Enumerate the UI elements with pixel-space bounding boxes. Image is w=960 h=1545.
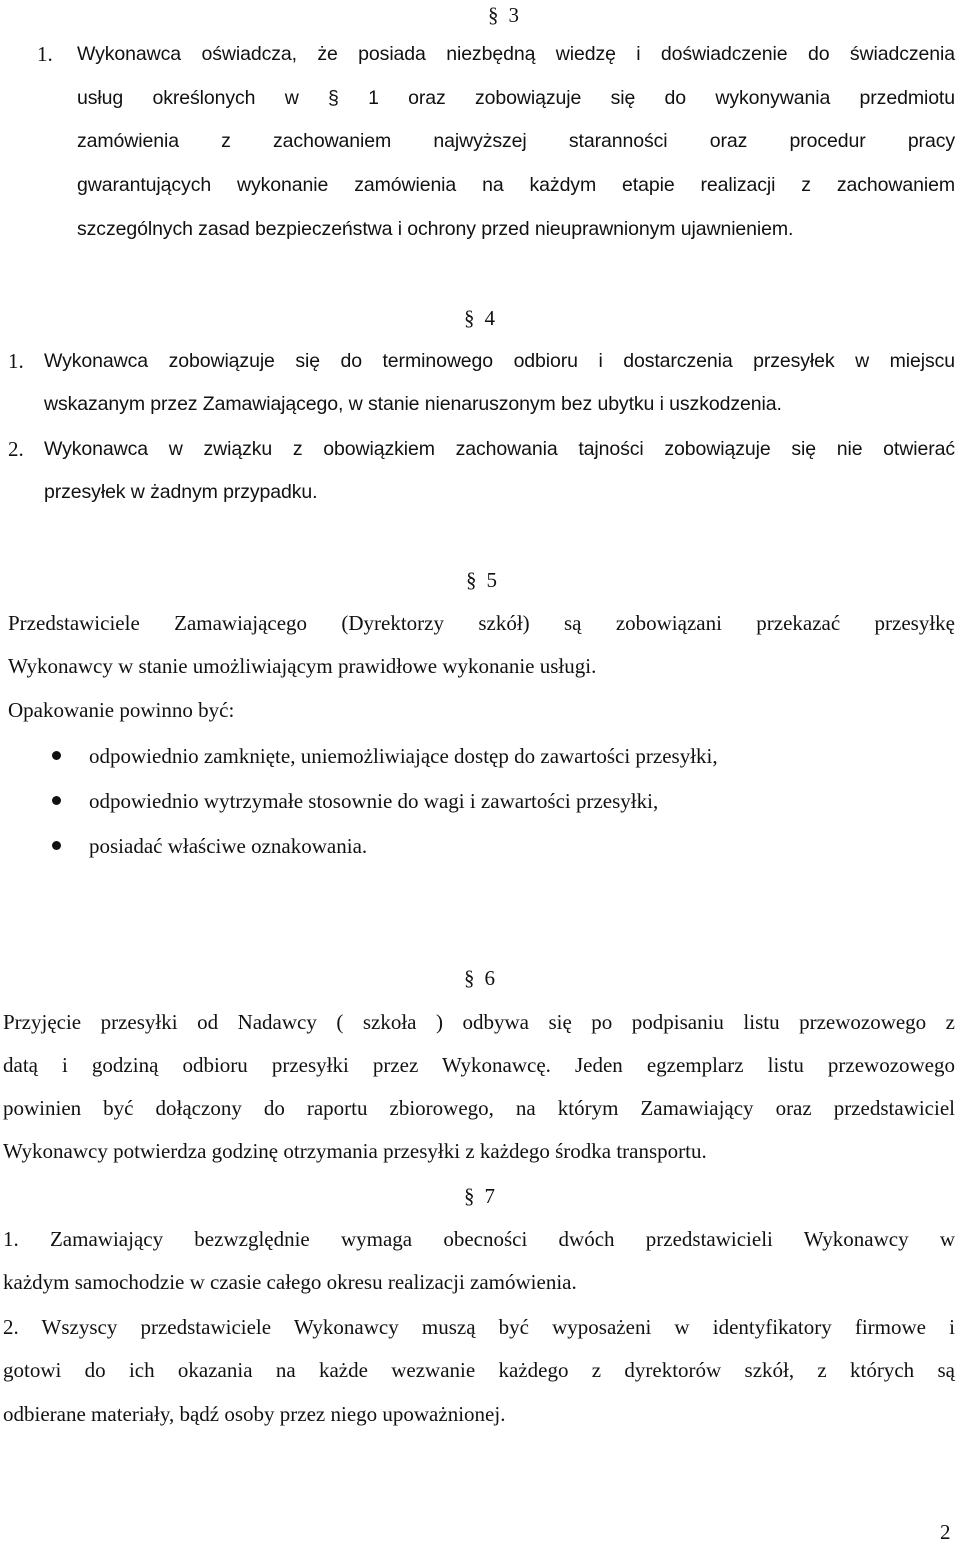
bullet-icon bbox=[52, 751, 61, 760]
section-symbol: § bbox=[466, 568, 477, 592]
bullet-icon bbox=[52, 841, 61, 850]
section-4-item2-number: 2. bbox=[8, 437, 24, 461]
section-7-line: każdym samochodzie w czasie całego okresu realizacji zamówienia. bbox=[3, 1270, 577, 1294]
section-3-line: szczególnych zasad bezpieczeństwa i ochrony przed nieuprawnionym ujawnieniem. bbox=[77, 218, 794, 240]
bullet-icon bbox=[52, 796, 61, 805]
section-3-heading bbox=[488, 2, 519, 28]
section-symbol: § bbox=[464, 306, 475, 330]
section-number: 7 bbox=[484, 1184, 495, 1208]
section-4-item1-number: 1. bbox=[8, 349, 24, 373]
section-7-line: odbierane materiały, bądź osoby przez niego upoważnionej. bbox=[3, 1402, 506, 1426]
section-5-line: Opakowanie powinno być: bbox=[8, 698, 235, 722]
section-symbol: § bbox=[464, 1184, 475, 1208]
section-3-line: usług określonych w § 1 oraz zobowiązuje się do wykonywania przedmiotu bbox=[77, 87, 955, 109]
section-5-line: Wykonawcy w stanie umożliwiającym prawidłowe wykonanie usługi. bbox=[8, 654, 597, 678]
page-number: 2 bbox=[940, 1520, 951, 1544]
section-7-line: gotowi do ich okazania na każde wezwanie każdego z dyrektorów szkół, z których są bbox=[3, 1358, 955, 1382]
section-number: 5 bbox=[486, 568, 497, 592]
section-4-line: wskazanym przez Zamawiającego, w stanie nienaruszonym bez ubytku i uszkodzenia. bbox=[44, 393, 782, 415]
section-4-line: przesyłek w żadnym przypadku. bbox=[44, 481, 318, 503]
section-number: 6 bbox=[484, 966, 495, 990]
section-3-line: gwarantujących wykonanie zamówienia na każdym etapie realizacji z zachowaniem bbox=[77, 174, 955, 196]
section-4-heading bbox=[464, 305, 495, 331]
section-6-line: Wykonawcy potwierdza godzinę otrzymania przesyłki z każdego środka transportu. bbox=[3, 1139, 707, 1163]
section-5-bullet-item: posiadać właściwe oznakowania. bbox=[89, 834, 368, 858]
section-symbol: § bbox=[488, 3, 499, 27]
section-3-line: Wykonawca oświadcza, że posiada niezbędną wiedzę i doświadczenie do świadczenia bbox=[77, 43, 955, 65]
section-5-bullet-item: odpowiednio wytrzymałe stosownie do wagi i zawartości przesyłki, bbox=[89, 789, 659, 813]
section-5-heading bbox=[466, 567, 497, 593]
section-3-item-number: 1. bbox=[37, 42, 53, 66]
section-4-line: Wykonawca w związku z obowiązkiem zachowania tajności zobowiązuje się nie otwierać bbox=[44, 438, 955, 460]
section-5-bullet-item: odpowiednio zamknięte, uniemożliwiające dostęp do zawartości przesyłki, bbox=[89, 744, 718, 768]
section-7-line: 1. Zamawiający bezwzględnie wymaga obecności dwóch przedstawicieli Wykonawcy w bbox=[3, 1227, 955, 1251]
section-6-line: powinien być dołączony do raportu zbiorowego, na którym Zamawiający oraz przedstawiciel bbox=[3, 1096, 955, 1120]
section-6-line: Przyjęcie przesyłki od Nadawcy ( szkoła ) odbywa się po podpisaniu listu przewozowego z bbox=[3, 1010, 955, 1034]
section-5-line: Przedstawiciele Zamawiającego (Dyrektorzy szkół) są zobowiązani przekazać przesyłkę bbox=[8, 611, 955, 635]
section-4-line: Wykonawca zobowiązuje się do terminowego odbioru i dostarczenia przesyłek w miejscu bbox=[44, 350, 955, 372]
section-6-line: datą i godziną odbioru przesyłki przez Wykonawcę. Jeden egzemplarz listu przewozowego bbox=[3, 1053, 955, 1077]
section-number: 3 bbox=[508, 3, 519, 27]
section-6-heading bbox=[464, 965, 495, 991]
section-7-line: 2. Wszyscy przedstawiciele Wykonawcy muszą być wyposażeni w identyfikatory firmowe i bbox=[3, 1315, 955, 1339]
section-symbol: § bbox=[464, 966, 475, 990]
section-7-heading bbox=[464, 1183, 495, 1209]
section-number: 4 bbox=[484, 306, 495, 330]
section-3-line: zamówienia z zachowaniem najwyższej staranności oraz procedur pracy bbox=[77, 130, 955, 152]
